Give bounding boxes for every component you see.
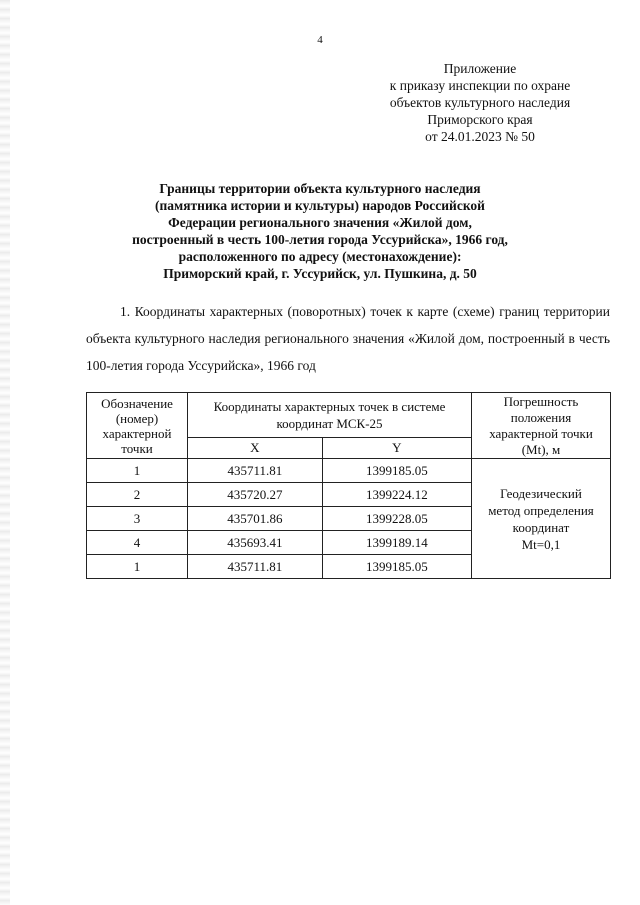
cell-point: 3: [87, 507, 188, 531]
title-line: Границы территории объекта культурного наследия: [159, 181, 481, 196]
cell-x: 435711.81: [188, 459, 323, 483]
cell-x: 435701.86: [188, 507, 323, 531]
appendix-line: Приложение: [443, 61, 517, 76]
header-coordinates: Координаты характерных точек в системе координат МСК-25: [188, 393, 472, 438]
title-line: расположенного по адресу (местонахождение):: [178, 249, 462, 264]
cell-y: 1399185.05: [322, 459, 471, 483]
cell-y: 1399224.12: [322, 483, 471, 507]
title-line: (памятника истории и культуры) народов Российской: [155, 198, 485, 213]
cell-y: 1399228.05: [322, 507, 471, 531]
cell-y: 1399185.05: [322, 555, 471, 579]
appendix-line: объектов культурного наследия: [389, 95, 571, 110]
appendix-line: Приморского края: [427, 112, 533, 127]
appendix-line: от 24.01.2023 № 50: [425, 129, 535, 144]
cell-x: 435711.81: [188, 555, 323, 579]
title-line: Приморский край, г. Уссурийск, ул. Пушкина, д. 50: [163, 266, 477, 281]
coordinates-table: [86, 392, 611, 579]
table-row: [87, 459, 611, 483]
document-title: [60, 180, 580, 282]
cell-y: 1399189.14: [322, 531, 471, 555]
title-line: построенный в честь 100-летия города Уссурийска», 1966 год,: [132, 232, 508, 247]
title-line: Федерации регионального значения «Жилой дом,: [168, 215, 472, 230]
paragraph-text: 1. Координаты характерных (поворотных) точек к карте (схеме) границ территории объекта культурного наследия регионального значения «Жилой дом, построенный в честь 100-летия города Уссурийска», 1966 год: [86, 304, 610, 373]
appendix-header: [330, 60, 630, 145]
scan-edge-artifact: [0, 0, 10, 905]
table-header-row: [87, 393, 611, 438]
cell-point: 4: [87, 531, 188, 555]
cell-x: 435720.27: [188, 483, 323, 507]
cell-point: 1: [87, 459, 188, 483]
cell-error-method: Геодезический метод определения координат Mt=0,1: [472, 459, 611, 579]
cell-x: 435693.41: [188, 531, 323, 555]
cell-point: 1: [87, 555, 188, 579]
coordinates-paragraph: [86, 298, 610, 379]
header-error: Погрешность положения характерной точки (Mt), м: [472, 393, 611, 459]
header-y: Y: [322, 438, 471, 459]
cell-point: 2: [87, 483, 188, 507]
page-number: 4: [317, 34, 323, 46]
header-x: X: [188, 438, 323, 459]
header-point-number: Обозначение (номер) характерной точки: [87, 393, 188, 459]
appendix-line: к приказу инспекции по охране: [389, 78, 571, 93]
